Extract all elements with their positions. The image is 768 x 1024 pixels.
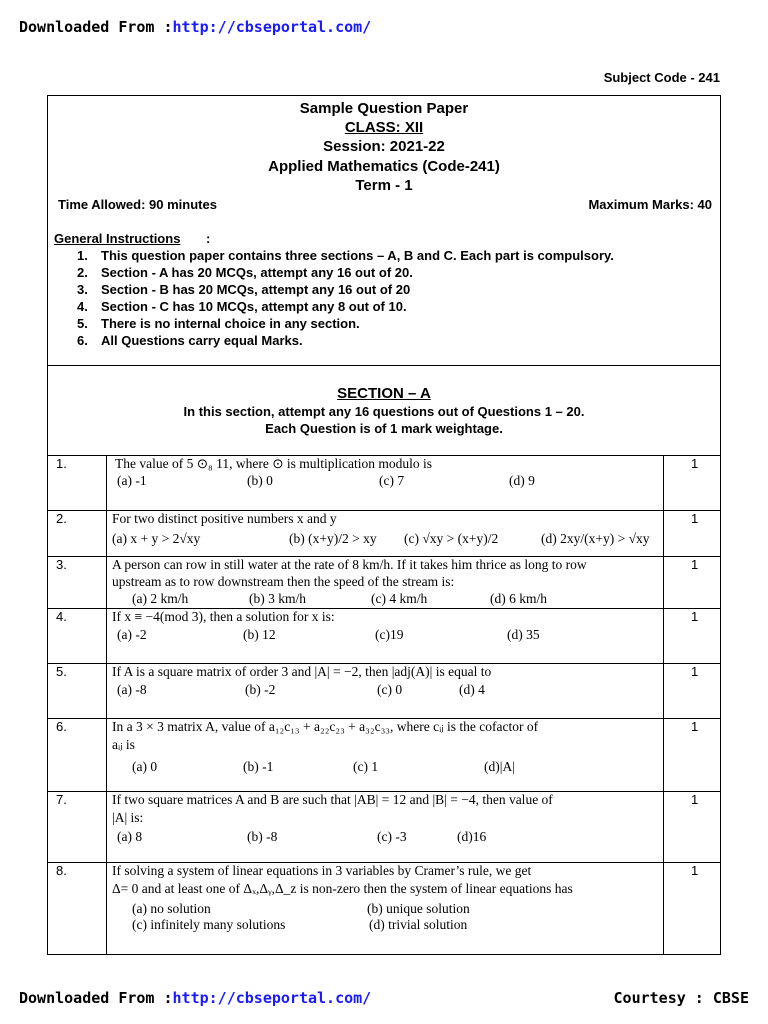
question-row: [48, 455, 720, 510]
option-d: (d) 4: [459, 682, 485, 697]
maximum-marks: Maximum Marks: 40: [588, 197, 712, 212]
question-number: 8.: [56, 863, 67, 878]
question-mark: 1: [691, 557, 699, 572]
question-row: [48, 791, 720, 862]
question-number: 2.: [56, 511, 67, 526]
cbseportal-link[interactable]: http://cbseportal.com/: [172, 989, 372, 1007]
option-a: (a) no solution: [132, 901, 211, 916]
option-b: (b) 3 km/h: [249, 591, 306, 606]
option-a: (a) 8: [117, 829, 143, 844]
subject-code: Subject Code - 241: [603, 70, 720, 85]
question-body: [106, 557, 664, 608]
instruction-item: 4. Section - C has 10 MCQs, attempt any 8 out of 10.: [77, 299, 407, 314]
bottom-download-line: [19, 989, 371, 1007]
question-text-line2: Δ= 0 and at least one of Δₓ,Δᵧ,Δ_z is non-zero then the system of linear equations has: [112, 881, 573, 896]
question-mark: 1: [691, 456, 699, 471]
paper-header: [48, 96, 720, 366]
question-body: [106, 792, 664, 862]
option-c: (c)19: [375, 627, 404, 642]
question-body: [106, 719, 664, 791]
option-c: (c) -3: [377, 829, 407, 844]
option-d: (d) 2xy/(x+y) > √xy: [541, 531, 650, 546]
section-instruction: In this section, attempt any 16 questions out of Questions 1 – 20.: [183, 404, 585, 419]
option-d: (d) trivial solution: [369, 917, 468, 932]
option-a: (a) x + y > 2√xy: [112, 531, 201, 546]
question-mark: 1: [691, 511, 699, 526]
question-number: 7.: [56, 792, 67, 807]
download-label: Downloaded From :: [19, 18, 173, 36]
question-body: [106, 511, 664, 556]
option-b: (b) -2: [245, 682, 276, 697]
instructions-heading: General Instructions: [54, 231, 181, 246]
question-mark: 1: [691, 719, 699, 734]
paper-subject: Applied Mathematics (Code-241): [268, 158, 500, 175]
option-b: (b) -1: [243, 759, 274, 774]
question-paper-box: [47, 95, 721, 955]
question-row: [48, 510, 720, 556]
option-c: (c) 7: [379, 473, 405, 488]
question-text: The value of 5 ⊙₈ 11, where ⊙ is multiplication modulo is: [115, 456, 433, 471]
question-row: [48, 862, 720, 954]
question-body: [106, 863, 664, 954]
time-allowed: Time Allowed: 90 minutes: [58, 197, 217, 212]
option-c: (c) infinitely many solutions: [132, 917, 286, 932]
question-text-line2: |A| is:: [112, 810, 144, 825]
cbseportal-link[interactable]: http://cbseportal.com/: [172, 18, 372, 36]
option-c: (c) 4 km/h: [371, 591, 428, 606]
option-d: (d)16: [457, 829, 487, 844]
question-mark: 1: [691, 863, 699, 878]
question-text-line2: aᵢⱼ is: [112, 737, 135, 752]
option-a: (a) -8: [117, 682, 147, 697]
option-c: (c) √xy > (x+y)/2: [404, 531, 499, 546]
question-row: [48, 718, 720, 791]
question-number: 3.: [56, 557, 67, 572]
download-label: Downloaded From :: [19, 989, 173, 1007]
option-b: (b) unique solution: [367, 901, 470, 916]
question-text: If two square matrices A and B are such that |AB| = 12 and |B| = −4, then value of: [112, 792, 553, 807]
question-row: [48, 608, 720, 663]
option-a: (a) -2: [117, 627, 147, 642]
instructions-colon: :: [206, 231, 211, 246]
section-instruction: Each Question is of 1 mark weightage.: [265, 421, 503, 436]
option-c: (c) 0: [377, 682, 403, 697]
instruction-item: 3. Section - B has 20 MCQs, attempt any 16 out of 20: [77, 282, 411, 297]
instruction-item: 1. This question paper contains three sections – A, B and C. Each part is compulsory.: [77, 248, 614, 263]
question-text: In a 3 × 3 matrix A, value of a₁₂c₁₃ + a₂₂c₂₃ + a₃₂c₃₃, where cᵢⱼ is the cofactor of: [112, 719, 539, 734]
instruction-item: 6. All Questions carry equal Marks.: [77, 333, 303, 348]
question-row: [48, 556, 720, 608]
option-a: (a) 0: [132, 759, 158, 774]
question-text: A person can row in still water at the rate of 8 km/h. If it takes him thrice as long to row: [112, 557, 587, 572]
section-title: SECTION – A: [337, 385, 431, 402]
option-a: (a) -1: [117, 473, 147, 488]
option-a: (a) 2 km/h: [132, 591, 189, 606]
instruction-item: 2. Section - A has 20 MCQs, attempt any 16 out of 20.: [77, 265, 413, 280]
question-mark: 1: [691, 664, 699, 679]
option-b: (b) 0: [247, 473, 273, 488]
option-d: (d) 35: [507, 627, 540, 642]
question-text: If solving a system of linear equations in 3 variables by Cramer’s rule, we get: [112, 863, 532, 878]
option-b: (b) -8: [247, 829, 278, 844]
option-c: (c) 1: [353, 759, 379, 774]
paper-session: Session: 2021-22: [323, 138, 445, 155]
option-d: (d) 6 km/h: [490, 591, 547, 606]
top-download-line: [19, 18, 371, 36]
instruction-item: 5. There is no internal choice in any section.: [77, 316, 360, 331]
courtesy-note: Courtesy : CBSE: [613, 989, 749, 1007]
question-number: 5.: [56, 664, 67, 679]
option-d: (d)|A|: [484, 759, 515, 774]
question-body: [106, 456, 664, 510]
question-number: 6.: [56, 719, 67, 734]
option-d: (d) 9: [509, 473, 535, 488]
paper-title: Sample Question Paper: [299, 100, 469, 117]
question-text: If A is a square matrix of order 3 and |A| = −2, then |adj(A)| is equal to: [112, 664, 492, 679]
question-text: If x ≡ −4(mod 3), then a solution for x is:: [112, 609, 335, 624]
option-b: (b) 12: [243, 627, 276, 642]
question-mark: 1: [691, 792, 699, 807]
instructions-list: [77, 247, 614, 349]
option-b: (b) (x+y)/2 > xy: [289, 531, 377, 546]
question-row: [48, 663, 720, 718]
paper-class: CLASS: XII: [344, 119, 424, 136]
question-body: [106, 664, 664, 718]
question-number: 4.: [56, 609, 67, 624]
question-body: [106, 609, 664, 663]
question-text: For two distinct positive numbers x and y: [112, 511, 337, 526]
question-text-line2: upstream as to row downstream then the speed of the stream is:: [112, 574, 455, 589]
paper-term: Term - 1: [355, 177, 413, 194]
question-mark: 1: [691, 609, 699, 624]
question-number: 1.: [56, 456, 67, 471]
